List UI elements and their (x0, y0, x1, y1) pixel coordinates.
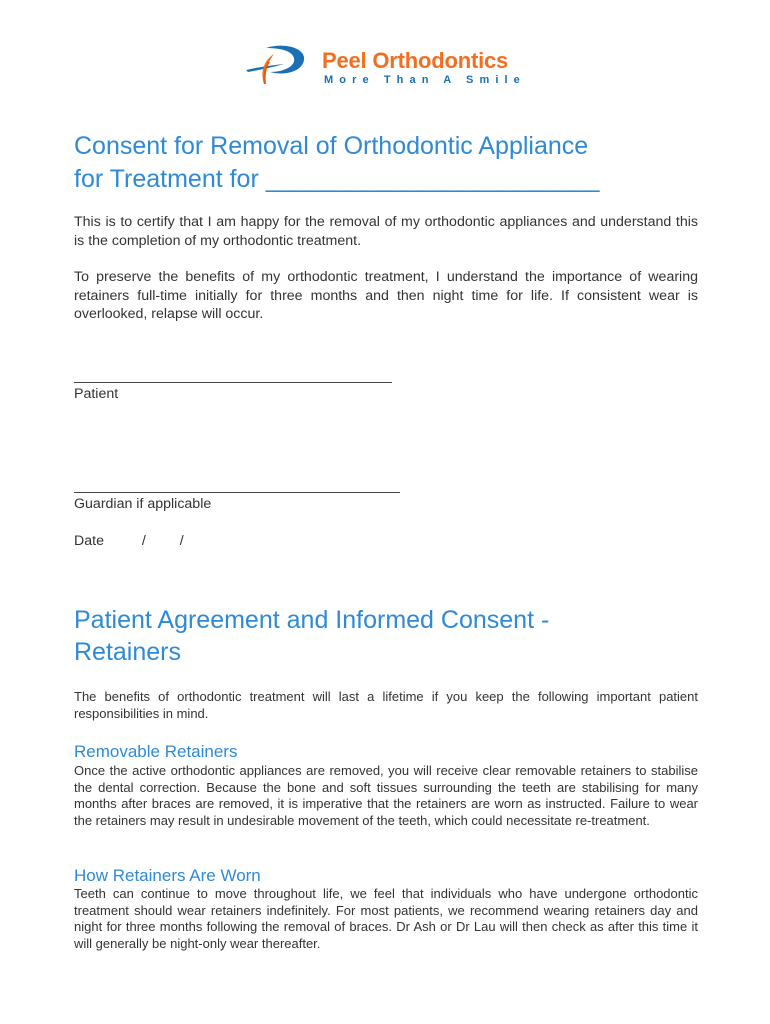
logo-name: Peel Orthodontics (322, 48, 509, 73)
guardian-label: Guardian if applicable (74, 496, 212, 512)
section-heading-how-retainers-worn: How Retainers Are Worn (74, 866, 261, 885)
date-row (74, 532, 184, 550)
section-body-removable-retainers: Once the active orthodontic appliances are removed, you will receive clear removable retainers to stabilise the dental correction. Because the bone and soft tissues surrounding the teeth are stabilising for many months after braces are removed, it is imperative that the retainers are worn as instructed. Failure to wear the retainers may result in undesirable movement of the teeth, which could necessitate re-treatment. (74, 763, 698, 828)
logo (244, 40, 534, 92)
patient-signature-line[interactable] (74, 382, 392, 383)
agreement-title-line2: Retainers (74, 638, 181, 666)
patient-label: Patient (74, 386, 119, 402)
tooth-swoosh-icon (244, 42, 316, 90)
section-body-how-retainers-worn: Teeth can continue to move throughout life, we feel that individuals who have undergone orthodontic treatment should wear retainers indefinitely. For most patients, we recommend wearing retainers day and night for three months following the removal of braces. Dr Ash or Dr Lau will then check as after this time it will generally be night-only wear thereafter. (74, 886, 698, 951)
guardian-signature-line[interactable] (74, 492, 400, 493)
date-separator-2: / (179, 533, 184, 549)
date-label: Date (74, 533, 104, 549)
consent-title-line2: for Treatment for ________________________ (74, 165, 600, 193)
date-separator-1: / (141, 533, 146, 549)
agreement-title-line1: Patient Agreement and Informed Consent - (74, 606, 550, 634)
consent-paragraph-1: This is to certify that I am happy for the removal of my orthodontic appliances and understand this is the completion of my orthodontic treatment. (74, 214, 698, 249)
agreement-intro: The benefits of orthodontic treatment will last a lifetime if you keep the following important patient responsibilities in mind. (74, 689, 698, 721)
consent-title-line1: Consent for Removal of Orthodontic Appliance (74, 132, 589, 160)
section-heading-removable-retainers: Removable Retainers (74, 742, 238, 761)
consent-paragraph-2: To preserve the benefits of my orthodontic treatment, I understand the importance of wearing retainers full-time initially for three months and then night time for life. If consistent wear is overlooked, relapse will occur. (74, 269, 698, 322)
logo-tagline: More Than A Smile (324, 74, 526, 86)
